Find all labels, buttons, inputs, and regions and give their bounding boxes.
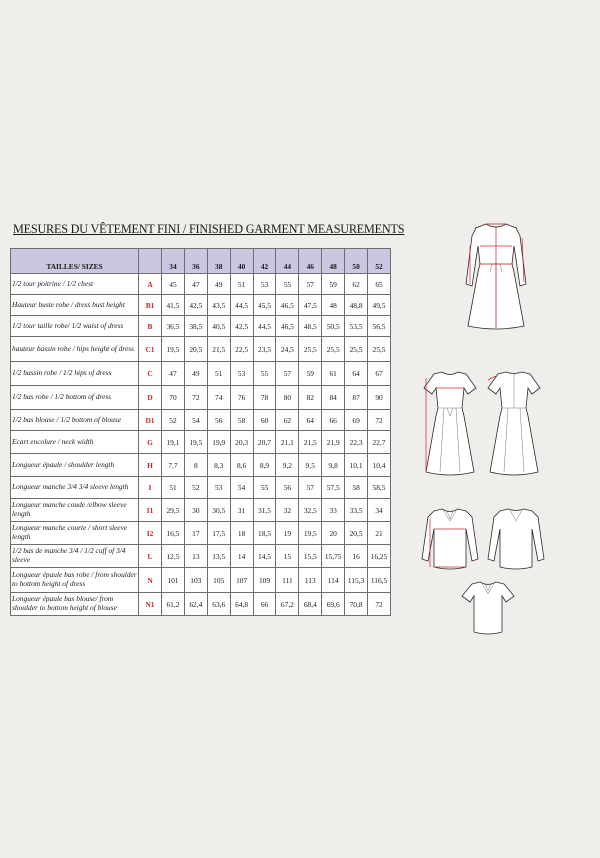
measurement-value: 68,4: [299, 593, 322, 616]
measurement-value: 7,7: [162, 454, 185, 477]
measurement-value: 55: [253, 362, 276, 386]
measurement-code: A: [139, 274, 162, 295]
sizes-header: TAILLES/ SIZES: [11, 249, 139, 274]
table-row: [11, 386, 391, 410]
measurement-value: 20,7: [253, 431, 276, 454]
measurement-value: 21,9: [322, 431, 345, 454]
measurement-value: 20: [322, 522, 345, 545]
measurement-value: 19,1: [162, 431, 185, 454]
measurement-value: 44,5: [230, 295, 253, 316]
measurement-value: 48,5: [299, 316, 322, 337]
measurement-value: 53: [253, 274, 276, 295]
measurement-value: 55: [276, 274, 299, 295]
measurement-value: 64: [299, 410, 322, 431]
measurement-value: 24,5: [276, 337, 299, 362]
size-header: 44: [276, 249, 299, 274]
measurement-value: 57: [299, 477, 322, 499]
measurement-value: 19,9: [207, 431, 230, 454]
measurement-value: 33: [322, 499, 345, 522]
measurement-value: 69,6: [322, 593, 345, 616]
measurement-code: G: [139, 431, 162, 454]
measurement-value: 18,5: [253, 522, 276, 545]
measurement-value: 64: [345, 362, 368, 386]
measurement-value: 8,6: [230, 454, 253, 477]
measurement-value: 8,9: [253, 454, 276, 477]
measurement-value: 65: [368, 274, 391, 295]
measurement-value: 51: [207, 362, 230, 386]
measurement-value: 49,5: [368, 295, 391, 316]
measurement-value: 12,5: [162, 545, 185, 568]
measurement-value: 82: [299, 386, 322, 410]
blouse-back-illustration: [486, 505, 546, 575]
measurement-code: C1: [139, 337, 162, 362]
measurement-value: 63,6: [207, 593, 230, 616]
measurement-value: 55: [253, 477, 276, 499]
measurement-value: 22,5: [230, 337, 253, 362]
measurement-value: 52: [184, 477, 207, 499]
table-row: [11, 454, 391, 477]
measurement-label: Longueur manche courte / short sleeve length: [11, 522, 139, 545]
measurement-value: 23,5: [253, 337, 276, 362]
measurement-value: 20,5: [345, 522, 368, 545]
measurement-value: 48: [322, 295, 345, 316]
measurement-value: 25,5: [322, 337, 345, 362]
measurement-value: 15,75: [322, 545, 345, 568]
measurement-value: 66: [322, 410, 345, 431]
blouse-short-sleeve-illustration: [458, 578, 518, 638]
measurement-value: 33,5: [345, 499, 368, 522]
measurement-value: 62: [345, 274, 368, 295]
measurement-value: 22,7: [368, 431, 391, 454]
measurement-value: 69: [345, 410, 368, 431]
measurement-value: 59: [322, 274, 345, 295]
measurement-value: 36,5: [162, 316, 185, 337]
measurement-value: 34: [368, 499, 391, 522]
measurement-value: 42,5: [230, 316, 253, 337]
measurement-code: I1: [139, 499, 162, 522]
table-row: [11, 316, 391, 337]
measurement-value: 50,5: [322, 316, 345, 337]
measurement-value: 115,3: [345, 568, 368, 593]
measurement-value: 21,1: [276, 431, 299, 454]
page-title: MESURES DU VÊTEMENT FINI / FINISHED GARMENT MEASUREMENTS: [13, 222, 405, 236]
garment-illustrations: [414, 210, 594, 640]
measurement-value: 25,5: [368, 337, 391, 362]
measurement-value: 74: [207, 386, 230, 410]
measurement-label: Longueur épaule / shoulder length: [11, 454, 139, 477]
size-header: 48: [322, 249, 345, 274]
code-header: [139, 249, 162, 274]
table-row: [11, 337, 391, 362]
measurement-value: 80: [276, 386, 299, 410]
measurement-value: 19,5: [299, 522, 322, 545]
measurement-value: 41,5: [162, 295, 185, 316]
size-header: 42: [253, 249, 276, 274]
measurement-label: Longueur épaule bas robe / from shoulder to bottom height of dress: [11, 568, 139, 593]
measurement-value: 57,5: [322, 477, 345, 499]
measurement-value: 32: [276, 499, 299, 522]
table-row: [11, 431, 391, 454]
measurement-value: 57: [299, 274, 322, 295]
measurement-value: 9,2: [276, 454, 299, 477]
measurement-value: 72: [368, 410, 391, 431]
measurement-code: N1: [139, 593, 162, 616]
measurement-value: 62: [276, 410, 299, 431]
measurement-value: 90: [368, 386, 391, 410]
measurement-value: 54: [184, 410, 207, 431]
measurement-value: 14,5: [253, 545, 276, 568]
measurement-value: 67: [368, 362, 391, 386]
measurement-value: 45: [162, 274, 185, 295]
measurement-code: H: [139, 454, 162, 477]
measurement-code: B1: [139, 295, 162, 316]
measurement-label: Ecart encolure / neck width: [11, 431, 139, 454]
table-row: [11, 499, 391, 522]
measurement-value: 116,5: [368, 568, 391, 593]
measurement-label: 1/2 tour poitrine / 1/2 chest: [11, 274, 139, 295]
measurement-value: 56,5: [368, 316, 391, 337]
measurement-value: 25,5: [345, 337, 368, 362]
size-header: 36: [184, 249, 207, 274]
measurement-value: 9,5: [299, 454, 322, 477]
measurement-code: D: [139, 386, 162, 410]
measurement-value: 54: [230, 477, 253, 499]
measurement-label: Hauteur buste robe / dress bust height: [11, 295, 139, 316]
size-header: 40: [230, 249, 253, 274]
measurement-value: 20,5: [184, 337, 207, 362]
measurement-value: 32,5: [299, 499, 322, 522]
measurement-value: 58: [345, 477, 368, 499]
measurement-value: 18: [230, 522, 253, 545]
measurement-value: 13: [184, 545, 207, 568]
measurement-value: 19: [276, 522, 299, 545]
measurement-label: 1/2 bassin robe / 1/2 hips of dress: [11, 362, 139, 386]
table-row: [11, 522, 391, 545]
size-header: 38: [207, 249, 230, 274]
measurement-value: 84: [322, 386, 345, 410]
size-header: 46: [299, 249, 322, 274]
measurement-value: 53,5: [345, 316, 368, 337]
measurement-value: 61,2: [162, 593, 185, 616]
size-header: 52: [368, 249, 391, 274]
measurement-label: 1/2 bas de manche 3/4 / 1/2 cuff of 3/4 sleeve: [11, 545, 139, 568]
measurement-value: 46,5: [276, 295, 299, 316]
measurement-value: 43,5: [207, 295, 230, 316]
measurement-value: 14: [230, 545, 253, 568]
measurement-label: 1/2 tour taille robe/ 1/2 waist of dress: [11, 316, 139, 337]
measurement-value: 19,5: [184, 431, 207, 454]
measurement-value: 64,8: [230, 593, 253, 616]
table-row: [11, 295, 391, 316]
measurement-value: 61: [322, 362, 345, 386]
table-row: [11, 410, 391, 431]
measurement-value: 16,5: [162, 522, 185, 545]
measurement-value: 21: [368, 522, 391, 545]
measurement-value: 59: [299, 362, 322, 386]
measurement-value: 44,5: [253, 316, 276, 337]
measurement-value: 101: [162, 568, 185, 593]
measurement-value: 42,5: [184, 295, 207, 316]
measurement-value: 16: [345, 545, 368, 568]
measurement-value: 13,5: [207, 545, 230, 568]
measurement-value: 40,5: [207, 316, 230, 337]
measurement-value: 30,5: [207, 499, 230, 522]
measurement-label: 1/2 bas robe / 1/2 bottom of dress: [11, 386, 139, 410]
measurement-value: 29,5: [162, 499, 185, 522]
measurement-value: 47: [184, 274, 207, 295]
dress-back-illustration: [484, 368, 544, 478]
measurement-value: 107: [230, 568, 253, 593]
table-row: [11, 477, 391, 499]
measurement-value: 105: [207, 568, 230, 593]
measurement-label: Longueur manche 3/4 3/4 sleeve length: [11, 477, 139, 499]
measurement-label: hauteur bassin robe / hips height of dress: [11, 337, 139, 362]
measurement-value: 70: [162, 386, 185, 410]
measurement-value: 46,5: [276, 316, 299, 337]
table-row: [11, 545, 391, 568]
measurement-value: 114: [322, 568, 345, 593]
measurement-value: 38,5: [184, 316, 207, 337]
measurement-value: 66: [253, 593, 276, 616]
measurement-value: 103: [184, 568, 207, 593]
measurement-label: Longueur épaule bas blouse/ from shoulder to bottom height of blouse: [11, 593, 139, 616]
table-row: [11, 362, 391, 386]
measurement-value: 58,5: [368, 477, 391, 499]
measurement-value: 8: [184, 454, 207, 477]
measurement-code: C: [139, 362, 162, 386]
measurement-value: 58: [230, 410, 253, 431]
measurement-value: 72: [184, 386, 207, 410]
measurement-value: 72: [368, 593, 391, 616]
measurement-value: 111: [276, 568, 299, 593]
measurement-value: 52: [162, 410, 185, 431]
measurement-value: 22,3: [345, 431, 368, 454]
measurement-label: Longueur manche coude /elbow sleeve length: [11, 499, 139, 522]
measurement-value: 25,5: [299, 337, 322, 362]
size-header: 34: [162, 249, 185, 274]
measurement-value: 48,8: [345, 295, 368, 316]
measurement-table: [10, 248, 391, 616]
dress-long-sleeve-illustration: [456, 216, 536, 336]
measurement-value: 53: [207, 477, 230, 499]
measurement-value: 70,8: [345, 593, 368, 616]
measurement-value: 47: [162, 362, 185, 386]
measurement-value: 87: [345, 386, 368, 410]
measurement-value: 20,3: [230, 431, 253, 454]
table-row: [11, 274, 391, 295]
measurement-value: 10,4: [368, 454, 391, 477]
measurement-value: 56: [276, 477, 299, 499]
blouse-front-illustration: [420, 505, 480, 575]
measurement-value: 49: [207, 274, 230, 295]
size-header: 50: [345, 249, 368, 274]
measurement-value: 15,5: [299, 545, 322, 568]
measurement-value: 109: [253, 568, 276, 593]
measurement-value: 113: [299, 568, 322, 593]
measurement-value: 8,3: [207, 454, 230, 477]
measurement-value: 19,5: [162, 337, 185, 362]
measurement-code: L: [139, 545, 162, 568]
measurement-value: 15: [276, 545, 299, 568]
measurement-value: 53: [230, 362, 253, 386]
measurement-code: I: [139, 477, 162, 499]
measurement-value: 16,25: [368, 545, 391, 568]
measurement-value: 45,5: [253, 295, 276, 316]
measurement-value: 51: [230, 274, 253, 295]
measurement-value: 67,2: [276, 593, 299, 616]
measurement-value: 62,4: [184, 593, 207, 616]
measurement-value: 30: [184, 499, 207, 522]
measurement-code: B: [139, 316, 162, 337]
measurement-code: I2: [139, 522, 162, 545]
dress-front-illustration: [420, 368, 480, 478]
measurement-value: 10,1: [345, 454, 368, 477]
measurement-value: 9,8: [322, 454, 345, 477]
measurement-value: 17: [184, 522, 207, 545]
measurement-value: 47,5: [299, 295, 322, 316]
measurement-value: 21,5: [299, 431, 322, 454]
measurement-value: 76: [230, 386, 253, 410]
measurement-value: 17,5: [207, 522, 230, 545]
measurement-value: 78: [253, 386, 276, 410]
measurement-value: 51: [162, 477, 185, 499]
measurement-value: 60: [253, 410, 276, 431]
measurement-code: D1: [139, 410, 162, 431]
measurement-value: 49: [184, 362, 207, 386]
measurement-label: 1/2 bas blouse / 1/2 bottom of blouse: [11, 410, 139, 431]
measurement-code: N: [139, 568, 162, 593]
table-header-row: [11, 249, 391, 274]
measurement-value: 57: [276, 362, 299, 386]
measurement-value: 21,5: [207, 337, 230, 362]
measurement-value: 56: [207, 410, 230, 431]
measurement-value: 31,5: [253, 499, 276, 522]
measurement-value: 31: [230, 499, 253, 522]
table-row: [11, 593, 391, 616]
table-row: [11, 568, 391, 593]
